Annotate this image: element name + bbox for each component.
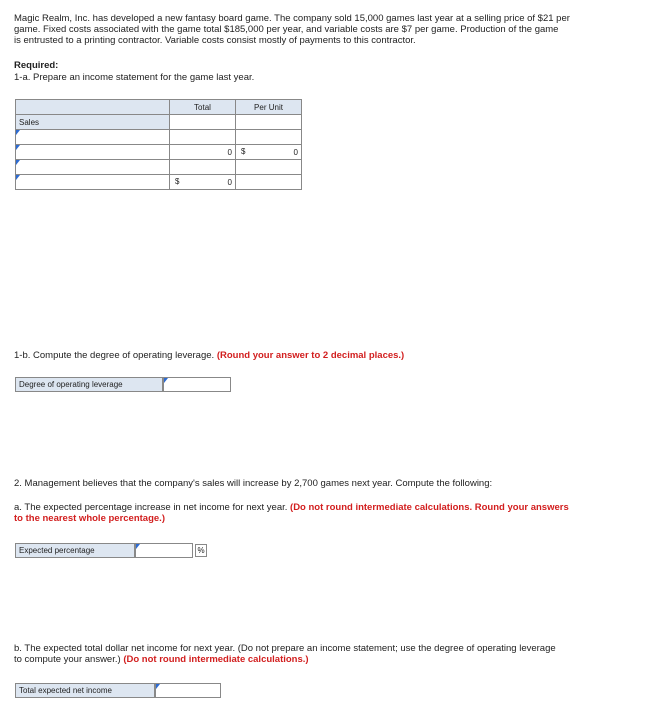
- part-2a-instruction-2: to the nearest whole percentage.): [14, 513, 165, 524]
- part-2b-instruction: (Do not round intermediate calculations.): [123, 654, 309, 665]
- header-per-unit: Per Unit: [236, 100, 302, 115]
- part-2a-text: a. The expected percentage increase in net income for next year.: [14, 502, 288, 513]
- row-2-label-select[interactable]: [16, 130, 170, 145]
- required-heading: Required:: [14, 60, 59, 71]
- total-net-income-input[interactable]: [155, 683, 221, 698]
- row-2-total-input[interactable]: [170, 130, 236, 145]
- row-4-per-unit-empty: [236, 160, 302, 175]
- part-1b-instruction: (Round your answer to 2 decimal places.): [216, 350, 405, 361]
- row-5-total-value: 0: [227, 177, 232, 187]
- dol-input[interactable]: [163, 377, 231, 392]
- row-5-label-select[interactable]: [16, 175, 170, 190]
- expected-percentage-input[interactable]: [135, 543, 193, 558]
- header-blank: [16, 100, 170, 115]
- part-2b-text-1: b. The expected total dollar net income for next year. (Do not prepare an income statement; use the degree of operating leverage: [14, 643, 556, 654]
- row-5-total-cell: [170, 175, 236, 190]
- part-2a-instruction-1: (Do not round intermediate calculations. Round your answers: [290, 502, 569, 513]
- intro-line-2: game. Fixed costs associated with the game total $185,000 per year, and variable costs are $7 per game. Production of the game: [14, 24, 559, 35]
- row-3-label-select[interactable]: [16, 145, 170, 160]
- part-1a-prompt: 1-a. Prepare an income statement for the game last year.: [14, 72, 255, 83]
- header-total: Total: [170, 100, 236, 115]
- row-2-per-unit-input[interactable]: [236, 130, 302, 145]
- row-3-total-cell: [170, 145, 236, 160]
- part-2b-prompt: [14, 643, 639, 665]
- row-3-per-unit-value: 0: [293, 147, 298, 157]
- part-2b-text-2: to compute your answer.): [14, 654, 121, 665]
- income-statement-table: [15, 99, 302, 190]
- part-1b-text: 1-b. Compute the degree of operating leverage.: [14, 350, 215, 361]
- sales-per-unit-input[interactable]: [236, 115, 302, 130]
- part-2a-prompt: [14, 502, 639, 524]
- row-4-total-input[interactable]: [170, 160, 236, 175]
- sales-total-input[interactable]: [170, 115, 236, 130]
- row-3-total-value: 0: [227, 147, 232, 157]
- total-net-income-label: Total expected net income: [15, 683, 155, 698]
- intro-line-1: Magic Realm, Inc. has developed a new fantasy board game. The company sold 15,000 games last year at a selling price of $21 per: [14, 13, 570, 24]
- currency-symbol: $: [175, 177, 180, 186]
- currency-symbol: $: [241, 147, 246, 156]
- part-2-prompt: 2. Management believes that the company's sales will increase by 2,700 games next year. Compute the following:: [14, 478, 493, 489]
- row-sales-label: Sales: [16, 115, 170, 130]
- row-3-per-unit-cell: [236, 145, 302, 160]
- intro-line-3: is entrusted to a printing contractor. Variable costs consist mostly of payments to this contractor.: [14, 35, 416, 46]
- row-4-label-select[interactable]: [16, 160, 170, 175]
- expected-percentage-label: Expected percentage: [15, 543, 135, 558]
- row-5-per-unit-input[interactable]: [236, 175, 302, 190]
- dol-label: Degree of operating leverage: [15, 377, 163, 392]
- percent-unit: %: [195, 544, 207, 557]
- part-1b-prompt: [14, 350, 404, 361]
- problem-intro: [14, 13, 639, 46]
